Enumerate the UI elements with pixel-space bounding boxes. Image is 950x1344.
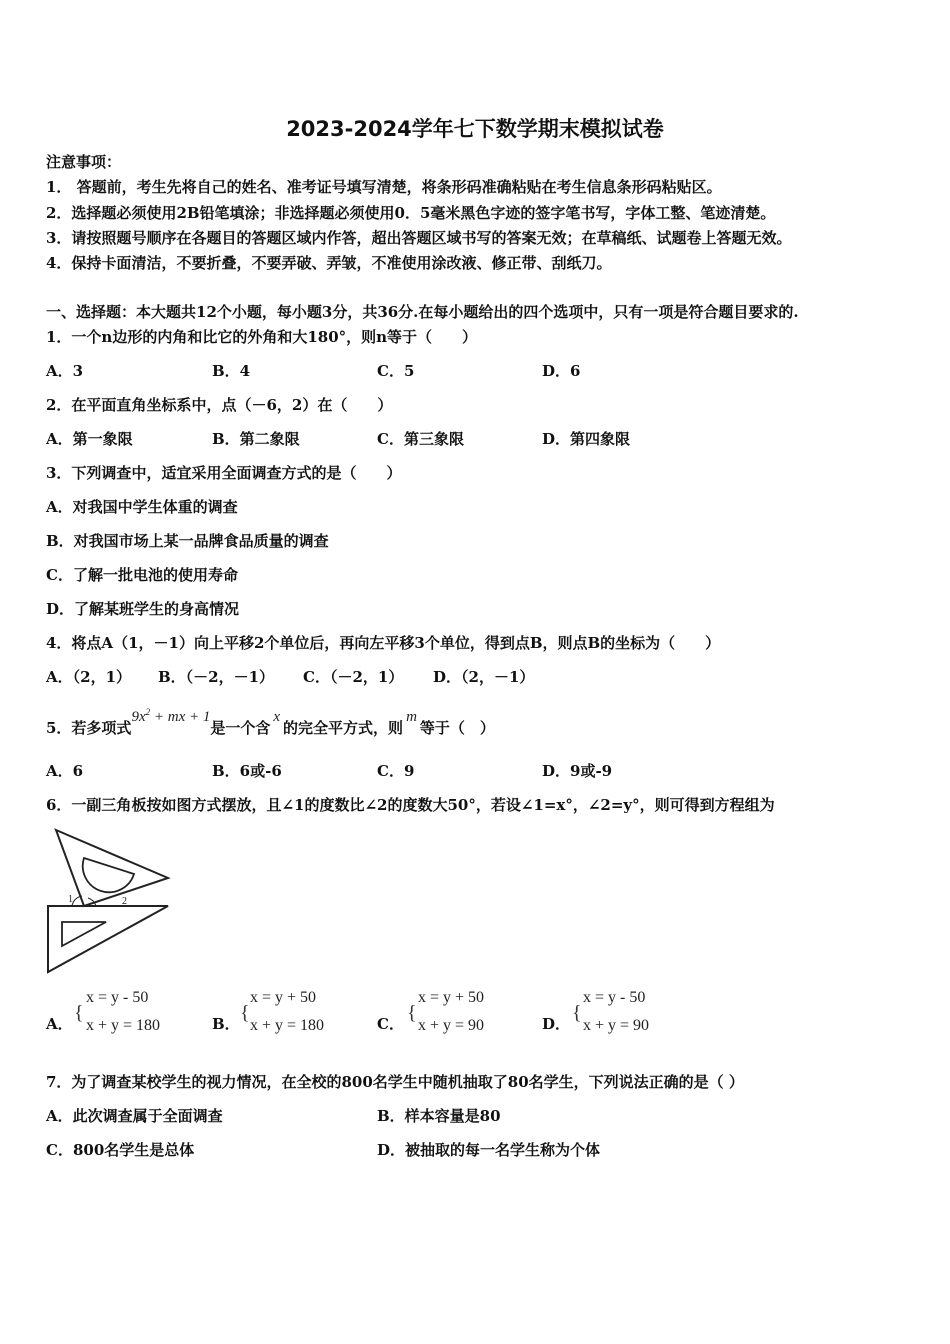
- q6-option-a-brace: {: [74, 1002, 84, 1024]
- q5-option-d: D．9或-9: [542, 762, 613, 780]
- triangle-ruler-figure: [44, 826, 176, 976]
- angle-1-label: 1: [68, 894, 73, 905]
- q6-option-d-system: [583, 984, 649, 1040]
- q1-option-d: D．6: [542, 362, 581, 380]
- equation: x = y + 50: [250, 989, 317, 1006]
- q6-option-c-brace: {: [407, 1002, 417, 1024]
- q6-option-a-label: A．: [46, 1015, 73, 1033]
- page-title: 2023-2024学年七下数学期末模拟试卷: [286, 117, 664, 141]
- equation: x + y = 90: [583, 1017, 650, 1034]
- q2-option-b: B．第二象限: [212, 430, 300, 448]
- equation: x = y + 50: [418, 989, 485, 1006]
- q3-option-c: C．了解一批电池的使用寿命: [46, 566, 238, 584]
- q5-stem-post: 等于（ ）: [419, 719, 495, 737]
- semicircle-cutout: [83, 858, 134, 892]
- q3-option-b: B．对我国市场上某一品牌食品质量的调查: [46, 532, 329, 550]
- q5-var-m: m: [406, 709, 417, 725]
- lower-triangle: [48, 906, 168, 972]
- q6-option-d-label: D．: [542, 1015, 571, 1033]
- question-4-stem: 4．将点A（1，－1）向上平移2个单位后，再向左平移3个单位，得到点B，则点B的坐标为（ ）: [46, 634, 721, 652]
- q2-option-a: A．第一象限: [46, 430, 133, 448]
- q1-option-c: C．5: [377, 362, 415, 380]
- q2-option-c: C．第三象限: [377, 430, 464, 448]
- q6-option-b-brace: {: [240, 1002, 250, 1024]
- q5-stem-mid2: 的完全平方式，则: [283, 719, 404, 737]
- poly-term: 9x: [131, 709, 146, 725]
- q5-polynomial: [131, 709, 210, 725]
- q6-option-a-system: [86, 984, 160, 1040]
- q1-option-a: A．3: [46, 362, 84, 380]
- inner-triangle: [62, 922, 106, 946]
- q5-stem-mid: 是一个含: [210, 719, 271, 737]
- question-7-stem: 7．为了调查某校学生的视力情况，在全校的800名学生中随机抽取了80名学生，下列说法正确的是（ ）: [46, 1073, 744, 1091]
- poly-rest: + mx + 1: [150, 709, 211, 725]
- q4-option-b: B．（－2，－1）: [158, 668, 275, 686]
- question-6-stem: 6．一副三角板按如图方式摆放，且∠1的度数比∠2的度数大50°，若设∠1=x°，∠2=y°，则可得到方程组为: [46, 796, 775, 814]
- q7-option-d: D．被抽取的每一名学生称为个体: [377, 1141, 601, 1159]
- q6-option-b-system: [250, 984, 324, 1040]
- question-3-stem: 3．下列调查中，适宜采用全面调查方式的是（ ）: [46, 464, 402, 482]
- q5-option-c: C．9: [377, 762, 415, 780]
- q1-option-b: B．4: [212, 362, 251, 380]
- equation: x + y = 180: [250, 1017, 325, 1034]
- angle-2-label: 2: [122, 896, 127, 907]
- q6-option-b-label: B．: [212, 1015, 240, 1033]
- q7-option-c: C．800名学生是总体: [46, 1141, 195, 1159]
- poly-exponent: 2: [145, 707, 151, 717]
- q6-option-d-brace: {: [572, 1002, 582, 1024]
- notice-item: 1． 答题前，考生先将自己的姓名、准考证号填写清楚，将条形码准确粘贴在考生信息条形码粘贴区。: [46, 178, 722, 196]
- notice-item: 4．保持卡面清洁，不要折叠，不要弄破、弄皱，不准使用涂改液、修正带、刮纸刀。: [46, 254, 612, 272]
- equation: x = y - 50: [86, 989, 149, 1006]
- equation: x + y = 90: [418, 1017, 485, 1034]
- notice-item: 2．选择题必须使用2B铅笔填涂；非选择题必须使用0．5毫米黑色字迹的签字笔书写，字体工整、笔迹清楚。: [46, 204, 776, 222]
- q4-option-d: D．（2，－1）: [433, 668, 535, 686]
- section-heading: 一、选择题：本大题共12个小题，每小题3分，共36分.在每小题给出的四个选项中，只有一项是符合题目要求的.: [46, 303, 799, 321]
- q3-option-a: A．对我国中学生体重的调查: [46, 498, 238, 516]
- q2-option-d: D．第四象限: [542, 430, 631, 448]
- question-5-stem: [46, 707, 495, 739]
- q4-option-c: C．（－2，1）: [303, 668, 404, 686]
- question-1-stem: 1．一个n边形的内角和比它的外角和大180°，则n等于（ ）: [46, 328, 478, 346]
- q5-option-b: B．6或-6: [212, 762, 282, 780]
- q7-option-a: A．此次调查属于全面调查: [46, 1107, 223, 1125]
- q5-var-x: x: [273, 709, 281, 725]
- q6-option-c-system: [418, 984, 484, 1040]
- notice-item: 3．请按照题号顺序在各题目的答题区域内作答，超出答题区域书写的答案无效；在草稿纸、试题卷上答题无效。: [46, 229, 792, 247]
- equation: x + y = 180: [86, 1017, 161, 1034]
- q4-option-a: A．（2，1）: [46, 668, 132, 686]
- q5-stem-pre: 5．若多项式: [46, 719, 132, 737]
- notice-heading: 注意事项：: [46, 153, 122, 171]
- q3-option-d: D．了解某班学生的身高情况: [46, 600, 240, 618]
- q7-option-b: B．样本容量是80: [377, 1107, 501, 1125]
- equation: x = y - 50: [583, 989, 646, 1006]
- q6-option-c-label: C．: [377, 1015, 404, 1033]
- q5-option-a: A．6: [46, 762, 84, 780]
- question-2-stem: 2．在平面直角坐标系中，点（－6，2）在（ ）: [46, 396, 393, 414]
